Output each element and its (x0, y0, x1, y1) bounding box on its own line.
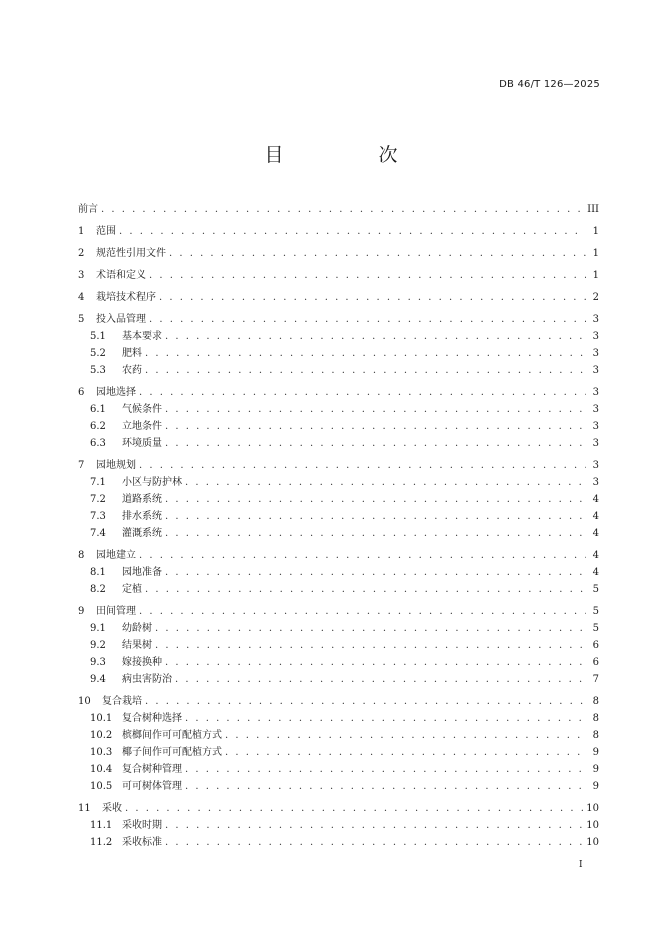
toc-entry-page: 10 (586, 803, 599, 814)
toc-entry-number: 4 (78, 292, 85, 303)
toc-entry-number: 7.1 (90, 477, 106, 488)
toc-entry-page: 9 (592, 781, 599, 792)
toc-entry[interactable] (78, 709, 599, 725)
toc-entry[interactable] (78, 799, 599, 815)
toc-entry[interactable] (78, 310, 599, 326)
toc-entry-page: 4 (592, 550, 599, 561)
toc-entry-label: 椰子间作可可配植方式 (122, 747, 222, 758)
toc-leader-dots (125, 803, 583, 815)
toc-entry-label: 立地条件 (122, 421, 162, 432)
toc-entry[interactable] (78, 400, 599, 416)
toc-entry-label: 嫁接换种 (122, 657, 162, 668)
toc-entry-page: 1 (592, 270, 599, 281)
toc-entry-number: 11 (78, 803, 91, 814)
toc-leader-dots (145, 696, 586, 708)
toc-entry-label: 范围 (96, 226, 116, 237)
toc-leader-dots (149, 314, 586, 326)
toc-entry-number: 9 (78, 606, 85, 617)
toc-entry-number: 7.2 (90, 494, 106, 505)
toc-entry[interactable] (78, 833, 599, 849)
toc-leader-dots (165, 511, 586, 523)
toc-entry-label: 结果树 (122, 640, 152, 651)
footer-page-number: I (579, 860, 583, 870)
toc-leader-dots (165, 438, 586, 450)
toc-leader-dots (139, 550, 586, 562)
toc-entry-label: 槟榔间作可可配植方式 (122, 730, 222, 741)
toc-entry-label: 排水系统 (122, 511, 162, 522)
toc-entry[interactable] (78, 200, 599, 216)
toc-entry[interactable] (78, 653, 599, 669)
toc-entry-page: 7 (592, 674, 599, 685)
toc-leader-dots (149, 270, 586, 282)
toc-leader-dots (185, 781, 586, 793)
toc-entry-page: 4 (592, 511, 599, 522)
toc-entry-number: 9.4 (90, 674, 106, 685)
toc-leader-dots (145, 584, 586, 596)
toc-entry-page: 3 (592, 365, 599, 376)
toc-entry-label: 采收 (102, 803, 122, 814)
toc-entry-number: 6.3 (90, 438, 106, 449)
toc-entry-label: 农药 (122, 365, 142, 376)
toc-entry-label: 灌溉系统 (122, 528, 162, 539)
toc-leader-dots (159, 292, 586, 304)
toc-leader-dots (165, 567, 586, 579)
toc-leader-dots (155, 623, 586, 635)
toc-leader-dots (139, 606, 586, 618)
toc-entry[interactable] (78, 434, 599, 450)
toc-entry-number: 10.5 (90, 781, 113, 792)
toc-leader-dots (165, 528, 586, 540)
toc-leader-dots (185, 764, 586, 776)
toc-entry-page: 3 (592, 314, 599, 325)
toc-entry-label: 复合树种选择 (122, 713, 182, 724)
toc-entry-page: 8 (592, 730, 599, 741)
toc-entry-number: 1 (78, 226, 85, 237)
toc-entry-page: 3 (592, 348, 599, 359)
toc-leader-dots (139, 387, 586, 399)
toc-leader-dots (119, 226, 586, 238)
toc-leader-dots (165, 404, 586, 416)
toc-entry-number: 7.3 (90, 511, 106, 522)
toc-entry[interactable] (78, 670, 599, 686)
toc-entry-number: 8.1 (90, 567, 106, 578)
toc-leader-dots (225, 747, 586, 759)
toc-leader-dots (169, 248, 586, 260)
toc-entry-label: 病虫害防治 (122, 674, 172, 685)
toc-entry[interactable] (78, 288, 599, 304)
toc-entry[interactable] (78, 222, 599, 238)
standard-number: DB 46/T 126—2025 (499, 79, 600, 90)
toc-leader-dots (165, 494, 586, 506)
toc-entry-page: 6 (592, 657, 599, 668)
toc-entry-number: 2 (78, 248, 85, 259)
toc-entry-number: 10.4 (90, 764, 113, 775)
toc-entry-number: 10.2 (90, 730, 113, 741)
toc-entry-number: 9.1 (90, 623, 106, 634)
toc-entry[interactable] (78, 760, 599, 776)
toc-entry-number: 5.3 (90, 365, 106, 376)
toc-entry[interactable] (78, 383, 599, 399)
toc-leader-dots (175, 674, 586, 686)
toc-entry[interactable] (78, 816, 599, 832)
toc-entry[interactable] (78, 619, 599, 635)
toc-entry-page: 3 (592, 460, 599, 471)
toc-entry-page: 6 (592, 640, 599, 651)
toc-entry-label: 复合栽培 (102, 696, 142, 707)
toc-entry-page: 3 (592, 404, 599, 415)
toc-entry-page: 5 (592, 606, 599, 617)
toc-entry-number: 9.3 (90, 657, 106, 668)
toc-entry[interactable] (78, 344, 599, 360)
toc-entry-label: 栽培技术程序 (96, 292, 156, 303)
toc-entry[interactable] (78, 726, 599, 742)
toc-entry-label: 投入品管理 (96, 314, 146, 325)
toc-entry-label: 规范性引用文件 (96, 248, 166, 259)
toc-entry-number: 10.3 (90, 747, 113, 758)
toc-entry-number: 5.2 (90, 348, 106, 359)
toc-entry-page: 10 (586, 837, 599, 848)
toc-entry-label: 园地规划 (96, 460, 136, 471)
toc-entry-label: 定植 (122, 584, 142, 595)
toc-entry[interactable] (78, 692, 599, 708)
toc-entry-number: 6 (78, 387, 85, 398)
toc-entry[interactable] (78, 507, 599, 523)
toc-entry-page: 9 (592, 747, 599, 758)
toc-entry[interactable] (78, 563, 599, 579)
toc-entry[interactable] (78, 580, 599, 596)
page-title: 目 次 (264, 144, 436, 166)
toc-entry-page: 2 (592, 292, 599, 303)
toc-entry-page: 8 (592, 696, 599, 707)
toc-entry-page: 5 (592, 623, 599, 634)
toc-entry[interactable] (78, 244, 599, 260)
toc-entry-page: 3 (592, 421, 599, 432)
toc-entry-page: 3 (592, 387, 599, 398)
toc-entry-page: 3 (592, 438, 599, 449)
toc-entry-label: 小区与防护林 (122, 477, 182, 488)
toc-entry[interactable] (78, 361, 599, 377)
toc-entry-page: 9 (592, 764, 599, 775)
toc-entry-number: 6.2 (90, 421, 106, 432)
toc-entry[interactable] (78, 456, 599, 472)
toc-entry[interactable] (78, 327, 599, 343)
toc-entry-number: 10 (78, 696, 91, 707)
toc-entry-number: 5.1 (90, 331, 106, 342)
toc-entry-number: 5 (78, 314, 85, 325)
toc-entry-number: 9.2 (90, 640, 106, 651)
toc-entry[interactable] (78, 524, 599, 540)
toc-entry[interactable] (78, 490, 599, 506)
toc-entry[interactable] (78, 546, 599, 562)
toc-entry-label: 采收标准 (122, 837, 162, 848)
toc-entry[interactable] (78, 743, 599, 759)
toc-entry-number: 8.2 (90, 584, 106, 595)
toc-entry-label: 道路系统 (122, 494, 162, 505)
toc-leader-dots (185, 713, 586, 725)
toc-entry-label: 肥料 (122, 348, 142, 359)
toc-leader-dots (165, 657, 586, 669)
toc-leader-dots (165, 421, 586, 433)
toc-entry-label: 园地选择 (96, 387, 136, 398)
toc-entry[interactable] (78, 417, 599, 433)
toc-entry-number: 11.1 (90, 820, 113, 831)
toc-entry-number: 7 (78, 460, 85, 471)
toc-entry[interactable] (78, 636, 599, 652)
toc-entry-label: 基本要求 (122, 331, 162, 342)
toc-entry-number: 11.2 (90, 837, 113, 848)
toc-leader-dots (165, 331, 586, 343)
toc-entry-page: 10 (586, 820, 599, 831)
toc-entry-page: 3 (592, 331, 599, 342)
toc-leader-dots (165, 837, 583, 849)
toc-entry-label: 田间管理 (96, 606, 136, 617)
toc-entry-page: 3 (592, 477, 599, 488)
toc-leader-dots (145, 365, 586, 377)
toc-entry-number: 3 (78, 270, 85, 281)
toc-entry-page: 4 (592, 567, 599, 578)
toc-entry-label: 前言 (78, 204, 98, 215)
toc-entry[interactable] (78, 602, 599, 618)
toc-entry[interactable] (78, 473, 599, 489)
toc-entry-number: 7.4 (90, 528, 106, 539)
toc-leader-dots (155, 640, 586, 652)
toc-entry-label: 术语和定义 (96, 270, 146, 281)
toc-entry-label: 园地准备 (122, 567, 162, 578)
toc-entry-label: 园地建立 (96, 550, 136, 561)
toc-entry-label: 复合树种管理 (122, 764, 182, 775)
toc-entry-page: 5 (592, 584, 599, 595)
toc-entry-page: III (587, 204, 599, 215)
toc-entry[interactable] (78, 266, 599, 282)
toc-leader-dots (145, 348, 586, 360)
toc-leader-dots (101, 204, 584, 216)
toc-entry-page: 1 (592, 226, 599, 237)
toc-entry-number: 10.1 (90, 713, 113, 724)
toc-entry-label: 气候条件 (122, 404, 162, 415)
toc-entry-page: 8 (592, 713, 599, 724)
toc-entry-number: 6.1 (90, 404, 106, 415)
toc-entry-label: 可可树体管理 (122, 781, 182, 792)
toc-entry-label: 采收时期 (122, 820, 162, 831)
toc-entry[interactable] (78, 777, 599, 793)
toc-entry-label: 环境质量 (122, 438, 162, 449)
toc-leader-dots (225, 730, 586, 742)
toc-leader-dots (185, 477, 586, 489)
toc-leader-dots (165, 820, 583, 832)
toc-entry-page: 4 (592, 494, 599, 505)
toc-entry-label: 幼龄树 (122, 623, 152, 634)
toc-leader-dots (139, 460, 586, 472)
toc-entry-page: 1 (592, 248, 599, 259)
toc-entry-page: 4 (592, 528, 599, 539)
toc-entry-number: 8 (78, 550, 85, 561)
